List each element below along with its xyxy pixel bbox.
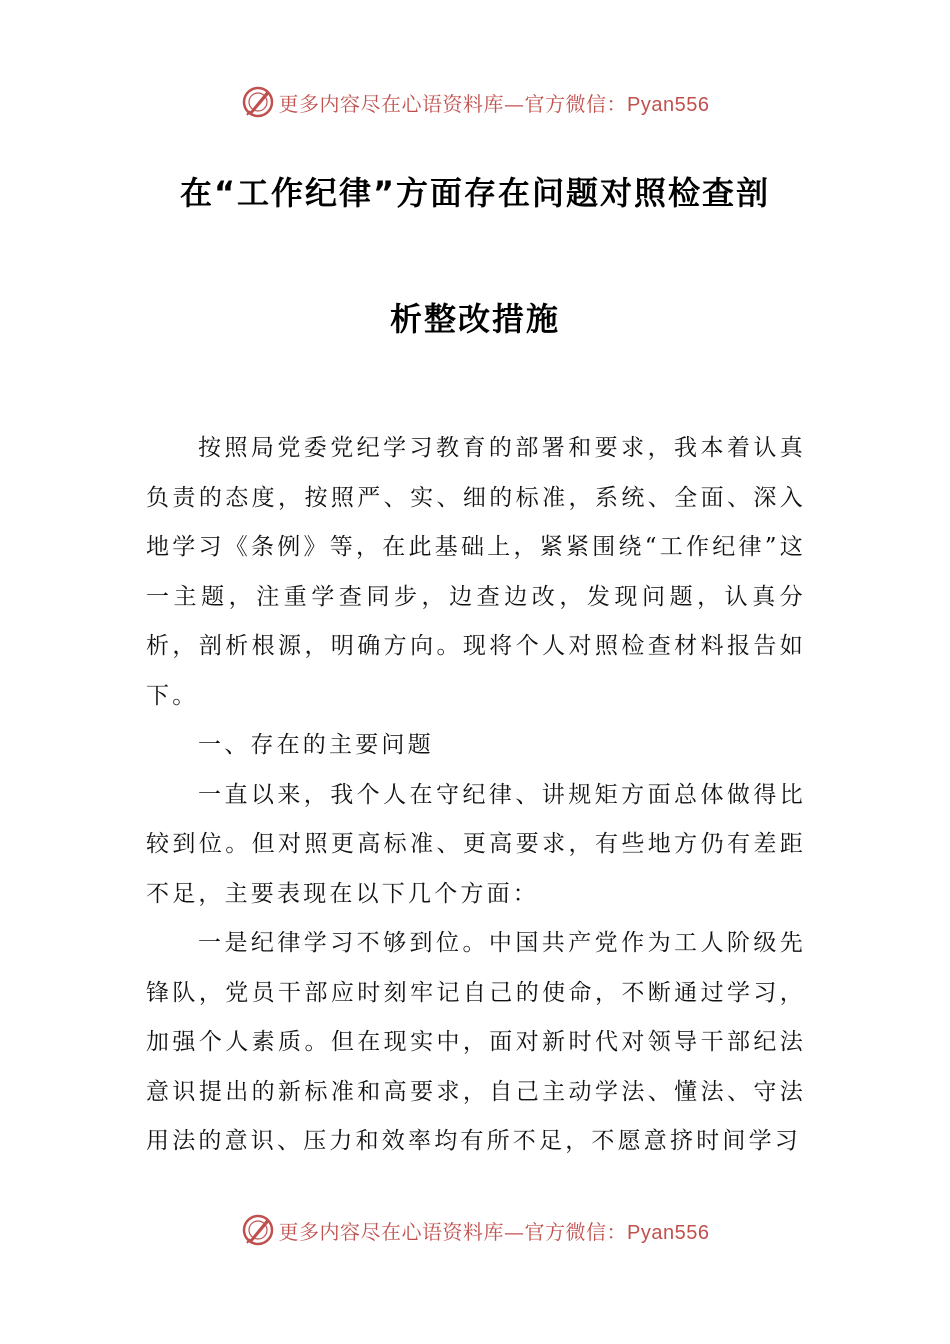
watermark-wechat-id: Pyan556 [627,1221,710,1244]
watermark-text-cn: 更多内容尽在心语资料库—官方微信： [278,91,628,116]
section-heading: 一、存在的主要问题 [198,732,434,758]
header-watermark [0,82,950,122]
document-body [146,424,806,1167]
body-paragraph: 按照局党委党纪学习教育的部署和要求，我本着认真负责的态度，按照严、实、细的标准，系统、全面、深入地学习《条例》等，在此基础上，紧紧围绕“工作纪律”这一主题，注重学查同步，边查边改，发现问题，认真分析，剖析根源，明确方向。现将个人对照检查材料报告如下。 [146,435,806,709]
watermark-text [279,88,710,117]
watermark-text-cn: 更多内容尽在心语资料库—官方微信： [278,1219,628,1244]
document-title-line-2: 析整改措施 [389,300,560,338]
quill-pen-seal-icon [241,85,275,119]
footer-watermark [0,1210,950,1250]
body-paragraph: 一是纪律学习不够到位。中国共产党作为工人阶级先锋队，党员干部应时刻牢记自己的使命，不断通过学习，加强个人素质。但在现实中，面对新时代对领导干部纪法意识提出的新标准和高要求，自己主动学法、懂法、守法用法的意识、压力和效率均有所不足，不愿意挤时间学习 [146,930,806,1154]
body-paragraph: 一直以来，我个人在守纪律、讲规矩方面总体做得比较到位。但对照更高标准、更高要求，有些地方仍有差距不足，主要表现在以下几个方面： [146,781,806,907]
watermark-text [279,1216,710,1245]
watermark-wechat-id: Pyan556 [627,93,710,116]
document-title-line-1: 在“工作纪律”方面存在问题对照检查剖 [179,174,771,212]
quill-pen-seal-icon [241,1213,275,1247]
